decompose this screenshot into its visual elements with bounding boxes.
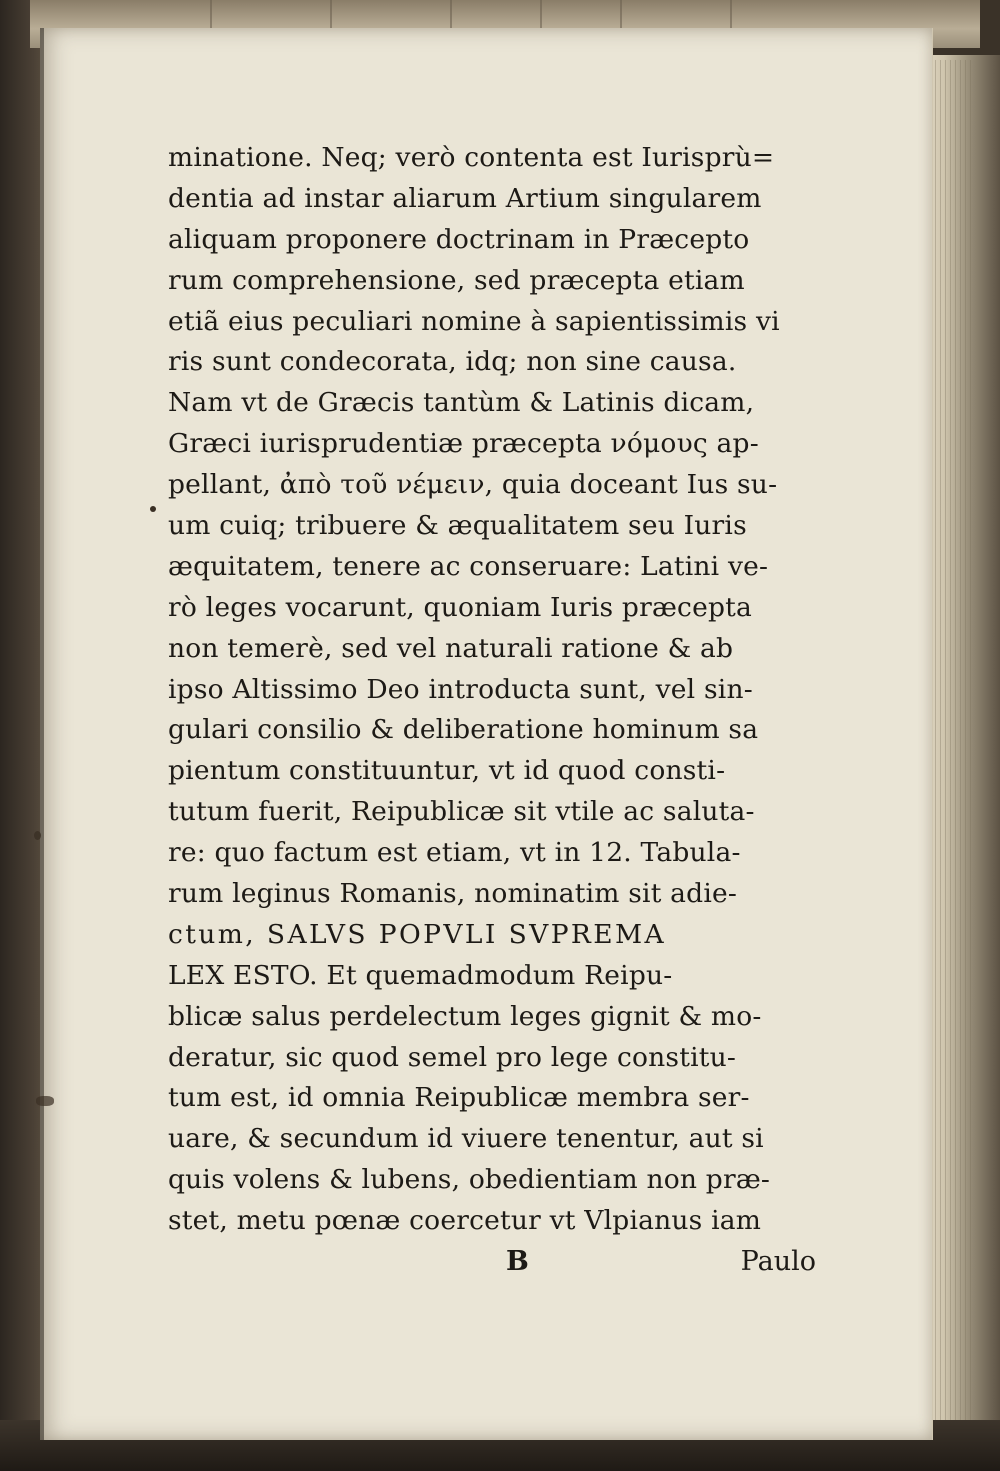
text-line: non temerè, sed vel naturali ratione & ab [168, 632, 734, 664]
page-footer [168, 1246, 816, 1290]
catchword: Paulo [740, 1246, 816, 1278]
text-line: uare, & secundum id viuere tenentur, aut si [168, 1123, 764, 1155]
gutter-line [40, 28, 44, 1440]
ink-spot [150, 506, 156, 512]
text-line: deratur, sic quod semel pro lege constitu- [168, 1041, 737, 1073]
text-line: etiã eius peculiari nomine à sapientissimis vi [168, 305, 780, 337]
text-line: rò leges vocarunt, quoniam Iuris præcepta [168, 591, 752, 623]
text-line: rum comprehensione, sed præcepta etiam [168, 264, 745, 296]
text-line: Græci iurisprudentiæ præcepta νόμους ap- [168, 428, 759, 460]
text-line: aliquam proponere doctrinam in Præcepto [168, 223, 750, 255]
text-line: um cuiq; tribuere & æqualitatem seu Iuris [168, 510, 747, 542]
text-line: æquitatem, tenere ac conseruare: Latini ve- [168, 550, 769, 582]
text-line: minatione. Neq; verò contenta est Iurisprù= [168, 142, 775, 173]
text-line: tutum fuerit, Reipublicæ sit vtile ac saluta- [168, 796, 755, 828]
text-line: ctum, SALVS POPVLI SVPREMA [168, 918, 667, 950]
ink-spot [34, 831, 41, 840]
text-line: pientum constituuntur, vt id quod consti- [168, 755, 726, 787]
text-line: ris sunt condecorata, idq; non sine causa. [168, 346, 737, 378]
text-line: LEX ESTO. Et quemadmodum Reipu- [168, 959, 673, 991]
text-line: pellant, ἀπὸ τοῦ νέμειν, quia doceant Ius su- [168, 469, 778, 501]
text-line: ipso Altissimo Deo introducta sunt, vel sin- [168, 673, 753, 705]
text-line: blicæ salus perdelectum leges gignit & mo- [168, 1000, 762, 1032]
text-line: gulari consilio & deliberatione hominum sa [168, 714, 759, 746]
book-page [40, 28, 933, 1440]
text-line: quis volens & lubens, obedientiam non præ- [168, 1164, 771, 1196]
text-block [168, 138, 816, 1290]
text-line: dentia ad instar aliarum Artium singularem [168, 182, 762, 214]
text-line: tum est, id omnia Reipublicæ membra ser- [168, 1082, 750, 1114]
text-line: rum leginus Romanis, nominatim sit adie- [168, 878, 738, 910]
text-line: stet, metu pœnæ coercetur vt Vlpianus iam [168, 1205, 762, 1237]
signature-mark: B [506, 1246, 529, 1278]
text-line: re: quo factum est etiam, vt in 12. Tabula- [168, 837, 741, 869]
ink-spot [36, 1096, 54, 1106]
text-line: Nam vt de Græcis tantùm & Latinis dicam, [168, 387, 755, 419]
